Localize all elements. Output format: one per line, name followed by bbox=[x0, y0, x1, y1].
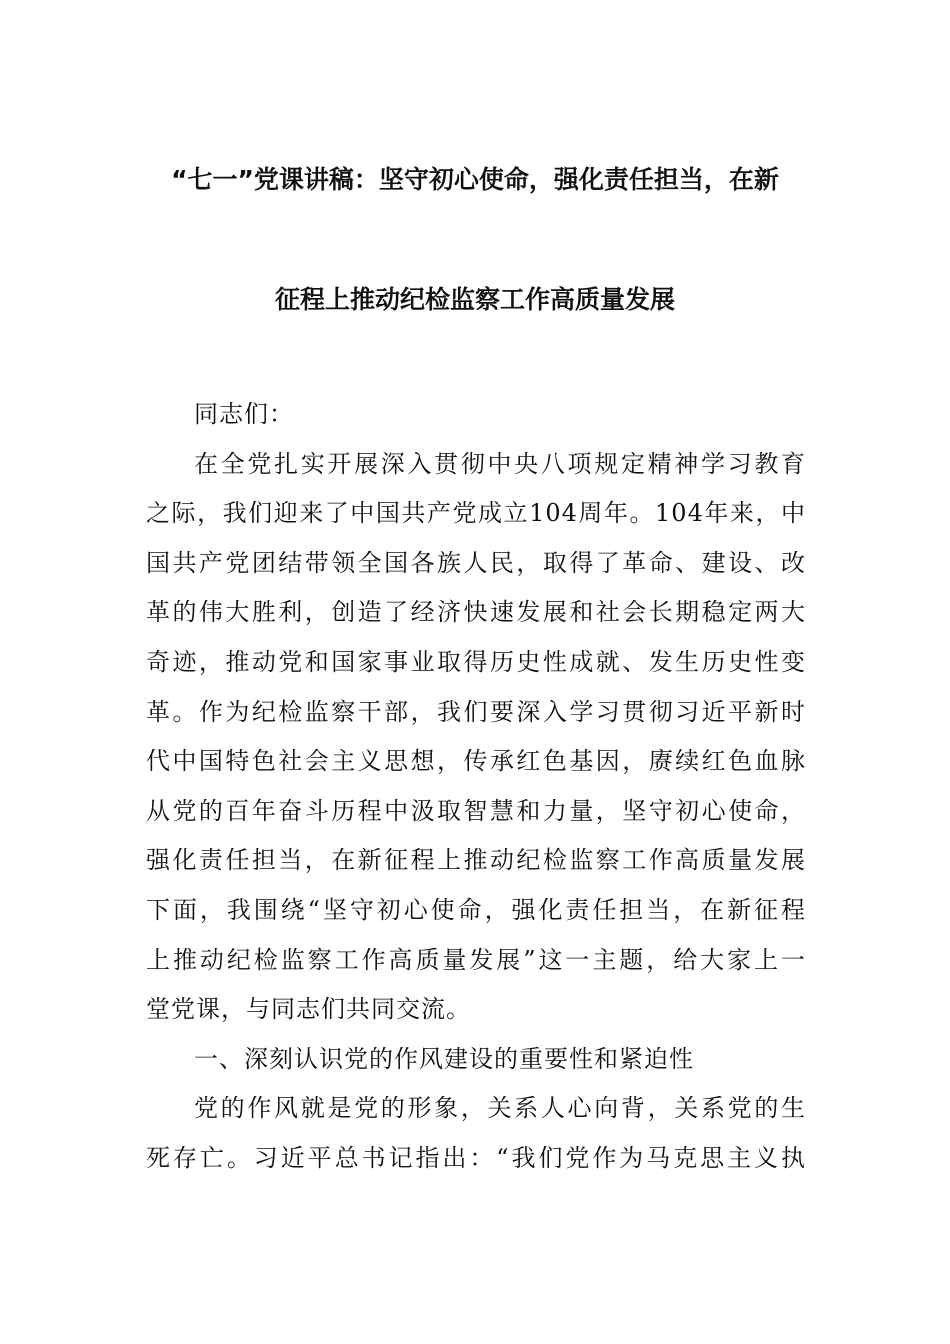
paragraph-1-line: 从党的百年奋斗历程中汲取智慧和力量，坚守初心使命， bbox=[146, 796, 806, 825]
salutation: 同志们： bbox=[194, 400, 294, 428]
paragraph-1-line: 革的伟大胜利，创造了经济快速发展和社会长期稳定两大 bbox=[146, 598, 806, 627]
paragraph-1-line: 下面，我围绕“坚守初心使命，强化责任担当，在新征程 bbox=[146, 895, 806, 924]
paragraph-2-line: 党的作风就是党的形象，关系人心向背，关系党的生 bbox=[194, 1094, 806, 1123]
paragraph-2 bbox=[146, 1084, 806, 1183]
document-title-line-1: “七一”党课讲稿：坚守初心使命，强化责任担当，在新 bbox=[171, 165, 779, 194]
paragraph-1-line: 奇迹，推动党和国家事业取得历史性成就、发生历史性变 bbox=[146, 647, 806, 676]
section-heading-1: 一、深刻认识党的作风建设的重要性和紧迫性 bbox=[194, 1044, 694, 1073]
paragraph-1-line: 国共产党团结带领全国各族人民，取得了革命、建设、改 bbox=[146, 548, 806, 577]
paragraph-1-line: 堂党课，与同志们共同交流。 bbox=[146, 995, 471, 1024]
paragraph-1-line: 在全党扎实开展深入贯彻中央八项规定精神学习教育 bbox=[194, 449, 806, 478]
paragraph-1-line: 强化责任担当，在新征程上推动纪检监察工作高质量发展 bbox=[146, 846, 806, 875]
paragraph-2-line: 死存亡。习近平总书记指出：“我们党作为马克思主义执 bbox=[146, 1143, 806, 1172]
paragraph-1-line: 上推动纪检监察工作高质量发展”这一主题，给大家上一 bbox=[146, 945, 806, 974]
paragraph-1-line: 革。作为纪检监察干部，我们要深入学习贯彻习近平新时 bbox=[146, 697, 806, 726]
paragraph-1 bbox=[146, 440, 806, 1035]
document-title-line-2: 征程上推动纪检监察工作高质量发展 bbox=[274, 285, 675, 314]
paragraph-1-line: 代中国特色社会主义思想，传承红色基因，赓续红色血脉 bbox=[146, 747, 806, 776]
paragraph-1-line: 之际，我们迎来了中国共产党成立104周年。104年来，中 bbox=[146, 499, 806, 528]
document-body bbox=[146, 390, 806, 1184]
